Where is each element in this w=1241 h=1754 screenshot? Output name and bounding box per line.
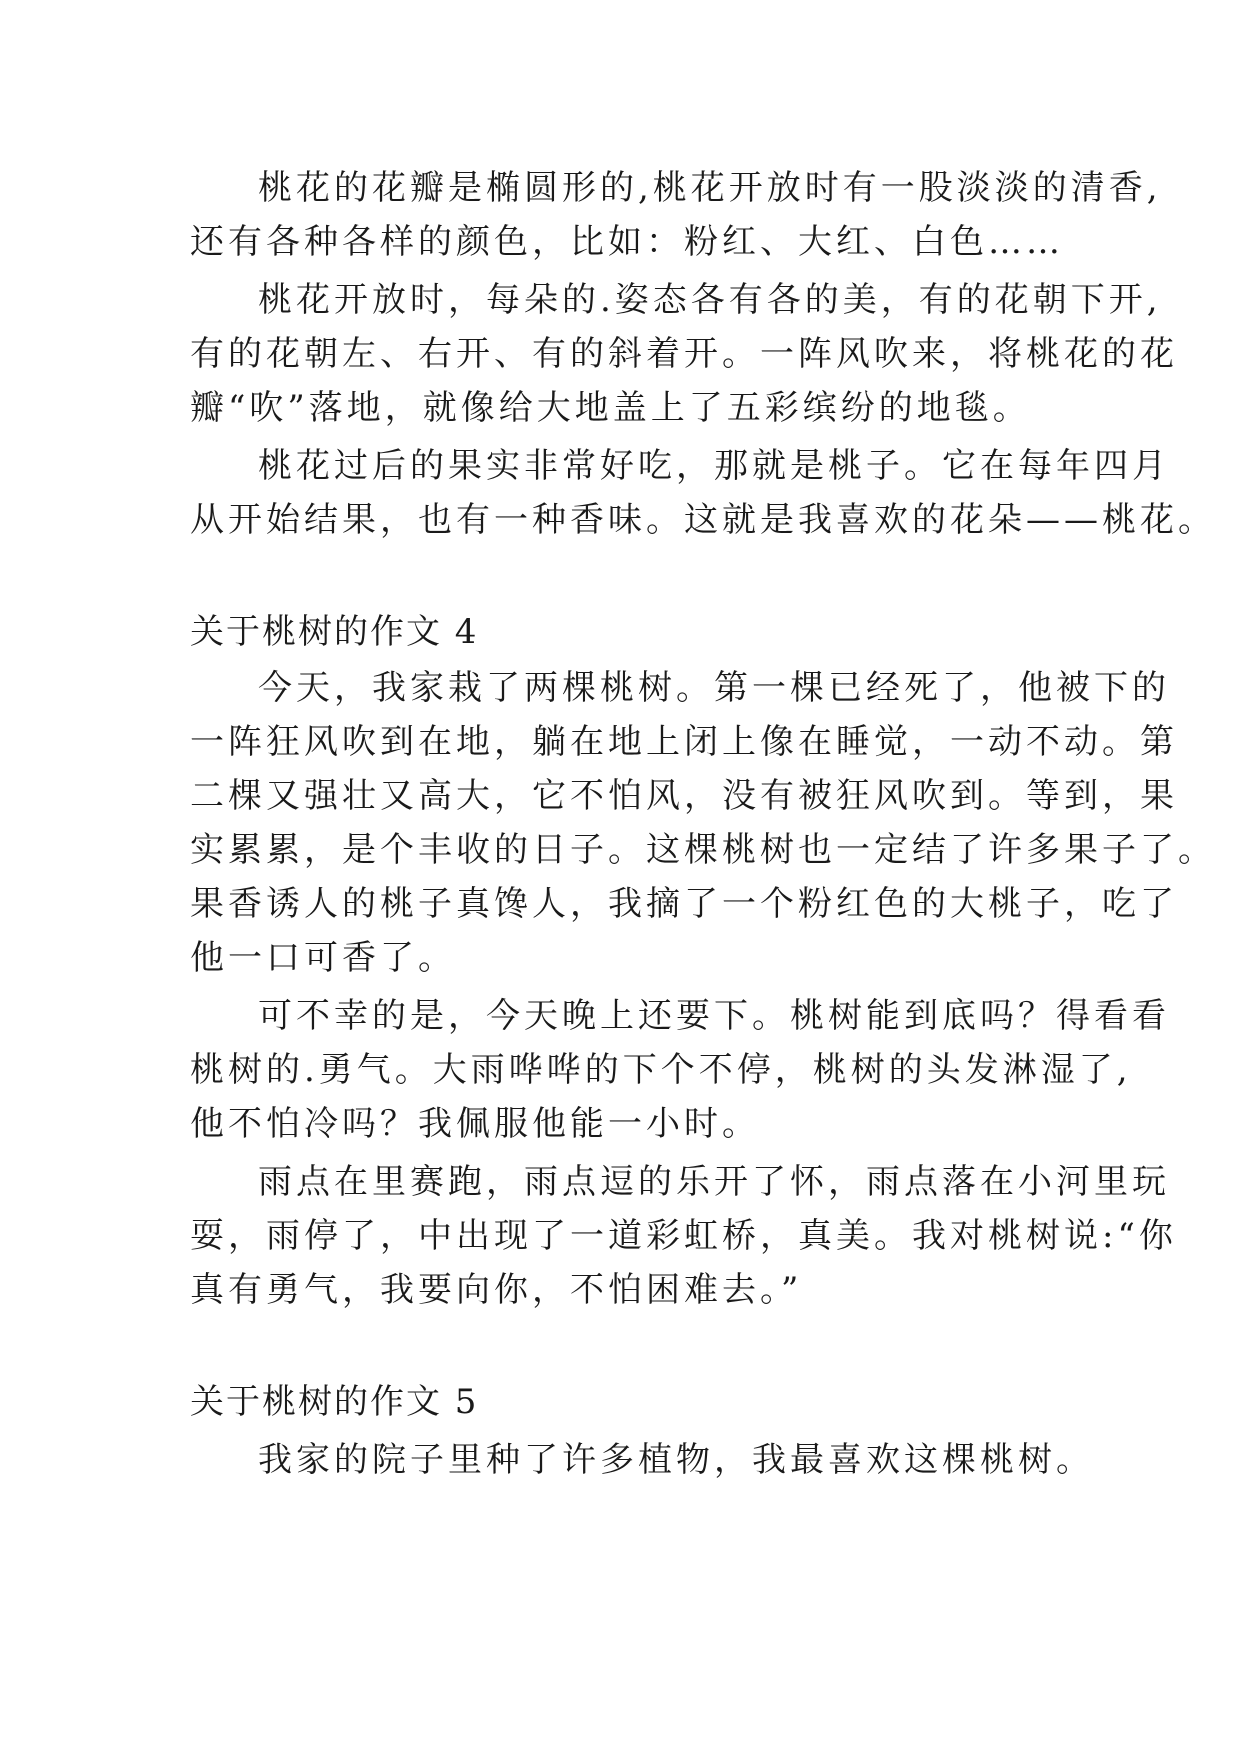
paragraph-line: 今天，我家栽了两棵桃树。第一棵已经死了，他被下的 — [258, 668, 1170, 708]
paragraph-line: 我家的院子里种了许多植物，我最喜欢这棵桃树。 — [258, 1440, 1094, 1480]
paragraph-line: 真有勇气，我要向你，不怕困难去。” — [190, 1270, 803, 1310]
paragraph-line: 桃花开放时，每朵的.姿态各有各的美，有的花朝下开, — [258, 280, 1162, 320]
paragraph-line: 瓣“吹”落地，就像给大地盖上了五彩缤纷的地毯。 — [190, 388, 1031, 428]
section-heading: 关于桃树的作文 5 — [190, 1382, 479, 1422]
paragraph-line: 可不幸的是，今天晚上还要下。桃树能到底吗？得看看 — [258, 996, 1170, 1036]
paragraph-line: 桃花过后的果实非常好吃，那就是桃子。它在每年四月 — [258, 446, 1170, 486]
paragraph-line: 他一口可香了。 — [190, 938, 456, 978]
section-heading: 关于桃树的作文 4 — [190, 612, 479, 652]
paragraph-line: 他不怕冷吗？我佩服他能一小时。 — [190, 1104, 760, 1144]
paragraph-line: 耍，雨停了，中出现了一道彩虹桥，真美。我对桃树说:“你 — [190, 1216, 1177, 1256]
paragraph-line: 果香诱人的桃子真馋人，我摘了一个粉红色的大桃子，吃了 — [190, 884, 1178, 924]
paragraph-line: 二棵又强壮又高大，它不怕风，没有被狂风吹到。等到，果 — [190, 776, 1178, 816]
paragraph-line: 雨点在里赛跑，雨点逗的乐开了怀，雨点落在小河里玩 — [258, 1162, 1170, 1202]
paragraph-line: 桃花的花瓣是椭圆形的,桃花开放时有一股淡淡的清香, — [258, 168, 1162, 208]
paragraph-line: 实累累，是个丰收的日子。这棵桃树也一定结了许多果子了。 — [190, 830, 1216, 870]
paragraph-line: 还有各种各样的颜色，比如：粉红、大红、白色…… — [190, 222, 1064, 262]
paragraph-line: 一阵狂风吹到在地，躺在地上闭上像在睡觉，一动不动。第 — [190, 722, 1178, 762]
paragraph-line: 桃树的.勇气。大雨哗哗的下个不停，桃树的头发淋湿了, — [190, 1050, 1132, 1090]
paragraph-line: 有的花朝左、右开、有的斜着开。一阵风吹来，将桃花的花 — [190, 334, 1178, 374]
paragraph-line: 从开始结果，也有一种香味。这就是我喜欢的花朵——桃花。 — [190, 500, 1216, 540]
